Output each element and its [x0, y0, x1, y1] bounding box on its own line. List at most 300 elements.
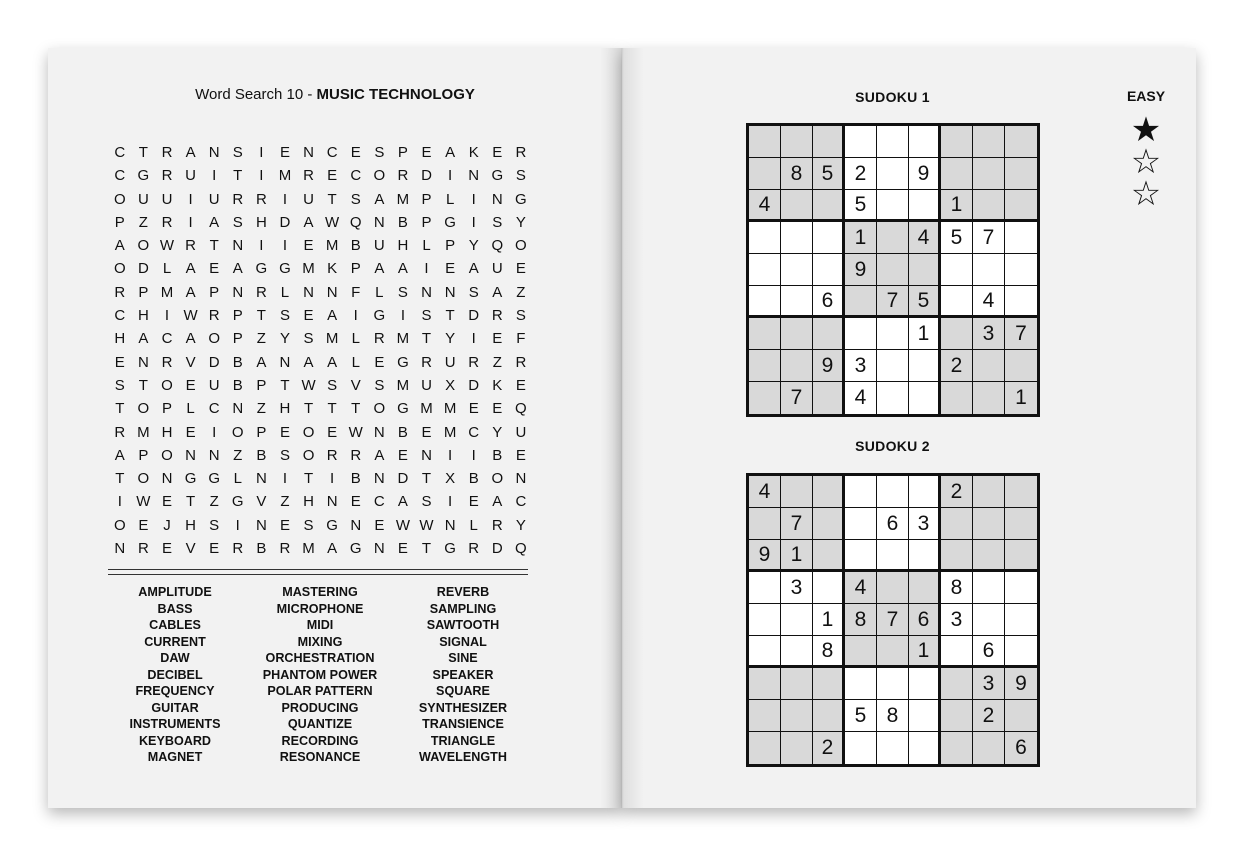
- letter-cell: U: [303, 190, 314, 208]
- sudoku-cell: [749, 636, 781, 668]
- letter-cell: W: [301, 376, 316, 394]
- sudoku-cell: 7: [877, 604, 909, 636]
- letter-cell: Y: [468, 237, 479, 255]
- sudoku-cell: [909, 350, 941, 382]
- sudoku-cell: [877, 476, 909, 508]
- word-list-item: PHANTOM POWER: [262, 667, 378, 682]
- letter-cell: T: [445, 307, 455, 325]
- letter-cell: Q: [349, 213, 362, 231]
- sudoku-cell: [749, 668, 781, 700]
- letter-cell: A: [256, 353, 267, 371]
- sudoku-cell: [1005, 190, 1037, 222]
- letter-cell: K: [468, 144, 479, 161]
- letter-cell: E: [327, 423, 338, 441]
- letter-cell: G: [208, 470, 220, 488]
- letter-cell: P: [421, 213, 432, 231]
- word-list-column-1: [130, 584, 220, 766]
- letter-cell: G: [397, 353, 409, 371]
- sudoku-cell: 9: [909, 158, 941, 190]
- sudoku-cell: [845, 732, 877, 764]
- letter-cell: O: [161, 376, 173, 394]
- sudoku-cell: 1: [941, 190, 973, 222]
- letter-cell: E: [279, 144, 290, 161]
- sudoku-cell: [749, 572, 781, 604]
- word-list-item: SAMPLING: [429, 601, 497, 616]
- letter-cell: N: [326, 283, 338, 301]
- word-list-item: MASTERING: [282, 585, 358, 599]
- sudoku-cell: 5: [845, 700, 877, 732]
- letter-cell: P: [209, 283, 220, 301]
- letter-cell: N: [208, 446, 220, 464]
- sudoku-cell: [1005, 572, 1037, 604]
- letter-cell: Z: [492, 353, 502, 371]
- letter-cell: R: [303, 167, 314, 185]
- sudoku-cell: [941, 508, 973, 540]
- sudoku-cell: [941, 540, 973, 572]
- letter-cell: R: [232, 190, 244, 208]
- letter-cell: A: [374, 190, 385, 208]
- sudoku-cell: [973, 158, 1005, 190]
- letter-cell: O: [491, 470, 504, 488]
- letter-cell: I: [117, 493, 122, 511]
- sudoku-cell: [781, 636, 813, 668]
- word-search-title: [48, 86, 622, 103]
- word-list-item: CABLES: [149, 618, 201, 632]
- sudoku-cell: [877, 732, 909, 764]
- letter-cell: Y: [492, 423, 503, 441]
- sudoku-cell: 2: [941, 350, 973, 382]
- sudoku-cell: 6: [813, 286, 845, 318]
- letter-cell: I: [330, 470, 335, 488]
- sudoku-cell: [781, 350, 813, 382]
- letter-cell: M: [396, 190, 410, 208]
- letter-cell: O: [208, 330, 220, 348]
- letter-cell: N: [208, 144, 220, 161]
- letter-cell: D: [397, 470, 409, 488]
- sudoku-cell: [1005, 158, 1037, 190]
- letter-cell: T: [421, 540, 432, 558]
- letter-cell: T: [327, 400, 337, 418]
- sudoku-cell: 3: [973, 668, 1005, 700]
- sudoku-cell: [909, 382, 941, 414]
- letter-cell: E: [468, 400, 479, 418]
- sudoku-cell: [813, 382, 845, 414]
- sudoku-cell: [909, 572, 941, 604]
- letter-cell: O: [113, 260, 126, 278]
- letter-cell: P: [256, 376, 267, 394]
- sudoku-cell: 5: [941, 222, 973, 254]
- difficulty-rating: [1128, 111, 1164, 213]
- letter-cell: E: [303, 307, 314, 325]
- letter-cell: N: [137, 353, 149, 371]
- sudoku-cell: [877, 572, 909, 604]
- sudoku-cell: [877, 318, 909, 350]
- letter-cell: N: [303, 283, 314, 301]
- sudoku-cell: [973, 540, 1005, 572]
- letter-cell: B: [232, 376, 243, 394]
- letter-cell: N: [373, 540, 385, 558]
- letter-cell: E: [161, 493, 172, 511]
- letter-cell: I: [282, 237, 288, 255]
- sudoku-cell: [877, 540, 909, 572]
- sudoku-cell: 1: [1005, 382, 1037, 414]
- letter-cell: I: [212, 423, 217, 441]
- letter-cell: U: [373, 237, 385, 255]
- letter-cell: Y: [515, 213, 526, 231]
- letter-cell: N: [350, 516, 362, 534]
- sudoku-cell: [1005, 508, 1037, 540]
- letter-cell: Z: [516, 283, 526, 301]
- letter-cell: C: [350, 167, 362, 185]
- letter-cell: O: [373, 167, 386, 185]
- sudoku-cell: 3: [781, 572, 813, 604]
- letter-cell: O: [302, 423, 315, 441]
- sudoku-cell: 6: [877, 508, 909, 540]
- sudoku-cell: [781, 126, 813, 158]
- sudoku-cell: [877, 190, 909, 222]
- sudoku-cell: [749, 732, 781, 764]
- sudoku-cell: 4: [749, 476, 781, 508]
- sudoku-cell: [973, 476, 1005, 508]
- letter-cell: L: [233, 470, 242, 488]
- letter-cell: D: [491, 540, 503, 558]
- sudoku-cell: [973, 508, 1005, 540]
- sudoku-cell: 3: [845, 350, 877, 382]
- letter-cell: U: [208, 376, 220, 394]
- word-list-item: FREQUENCY: [135, 684, 215, 698]
- word-list-item: PRODUCING: [281, 700, 359, 715]
- letter-cell: D: [421, 167, 432, 185]
- letter-cell: R: [161, 167, 173, 185]
- letter-cell: E: [374, 516, 385, 534]
- letter-cell: S: [232, 144, 243, 161]
- sudoku-cell: 7: [973, 222, 1005, 254]
- letter-cell: N: [515, 470, 527, 488]
- word-list-item: POLAR PATTERN: [267, 684, 373, 698]
- sudoku-cell: 3: [941, 604, 973, 636]
- letter-cell: M: [325, 330, 339, 348]
- sudoku-cell: 6: [973, 636, 1005, 668]
- sudoku-cell: [877, 636, 909, 668]
- sudoku-cell: 5: [845, 190, 877, 222]
- sudoku-cell: [749, 382, 781, 414]
- letter-cell: I: [212, 167, 217, 185]
- letter-cell: S: [421, 493, 432, 511]
- word-list-column-3: [410, 584, 516, 766]
- sudoku-cell: [781, 286, 813, 318]
- letter-cell: T: [185, 493, 196, 511]
- word-list-item: SIGNAL: [439, 634, 487, 649]
- sudoku-cell: [973, 350, 1005, 382]
- sudoku-cell: 4: [845, 382, 877, 414]
- letter-cell: E: [327, 167, 338, 185]
- letter-cell: P: [350, 260, 361, 278]
- letter-cell: I: [353, 307, 358, 325]
- sudoku-cell: [781, 190, 813, 222]
- sudoku-cell: [749, 286, 781, 318]
- sudoku-cell: [877, 668, 909, 700]
- word-list-item: DAW: [160, 651, 190, 665]
- letter-cell: E: [515, 376, 526, 394]
- letter-cell: E: [492, 400, 503, 418]
- word-search-title-prefix: Word Search 10 -: [195, 86, 317, 103]
- sudoku-cell: 1: [909, 636, 941, 668]
- sudoku-cell: [1005, 222, 1037, 254]
- letter-cell: L: [469, 516, 478, 534]
- letter-cell: C: [114, 144, 126, 161]
- letter-cell: O: [373, 400, 386, 418]
- letter-cell: M: [443, 400, 457, 418]
- letter-cell: W: [136, 493, 151, 511]
- word-list-item: MAGNET: [147, 750, 203, 764]
- letter-cell: A: [138, 330, 149, 348]
- letter-cell: R: [279, 540, 291, 558]
- letter-cell: P: [138, 446, 149, 464]
- word-list-item: MIDI: [306, 618, 334, 632]
- letter-cell: W: [325, 213, 340, 231]
- letter-cell: M: [302, 260, 315, 278]
- word-list-item: BASS: [157, 601, 193, 616]
- sudoku-cell: [813, 540, 845, 572]
- letter-cell: A: [397, 493, 408, 511]
- letter-cell: A: [185, 260, 196, 278]
- letter-cell: E: [492, 144, 503, 161]
- sudoku-cell: [1005, 636, 1037, 668]
- letter-cell: P: [421, 190, 432, 208]
- letter-cell: P: [397, 144, 408, 161]
- letter-cell: Y: [445, 330, 456, 348]
- letter-cell: E: [421, 144, 432, 161]
- letter-cell: N: [491, 190, 503, 208]
- sudoku-cell: [749, 158, 781, 190]
- letter-cell: C: [114, 167, 126, 185]
- letter-cell: E: [279, 423, 290, 441]
- letter-cell: I: [282, 190, 288, 208]
- sudoku-cell: [909, 540, 941, 572]
- letter-cell: T: [421, 330, 432, 348]
- word-search-title-theme: MUSIC TECHNOLOGY: [316, 86, 475, 103]
- letter-cell: H: [137, 307, 149, 325]
- letter-cell: I: [164, 307, 170, 325]
- sudoku-cell: [845, 126, 877, 158]
- letter-cell: T: [138, 144, 148, 161]
- letter-cell: Y: [515, 516, 526, 534]
- letter-cell: G: [515, 190, 527, 208]
- letter-cell: B: [397, 213, 408, 231]
- letter-cell: N: [421, 446, 432, 464]
- sudoku-cell: [845, 668, 877, 700]
- letter-cell: B: [350, 470, 361, 488]
- letter-cell: G: [137, 167, 150, 185]
- letter-cell: V: [350, 376, 361, 394]
- sudoku-cell: 5: [909, 286, 941, 318]
- letter-cell: M: [325, 237, 339, 255]
- letter-cell: R: [468, 353, 480, 371]
- sudoku-cell: 9: [1005, 668, 1037, 700]
- letter-cell: B: [232, 353, 243, 371]
- sudoku-cell: [973, 382, 1005, 414]
- letter-cell: T: [303, 470, 314, 488]
- sudoku-cell: [749, 604, 781, 636]
- letter-cell: A: [114, 446, 125, 464]
- letter-cell: O: [231, 423, 244, 441]
- letter-cell: O: [113, 516, 126, 534]
- letter-cell: A: [232, 260, 243, 278]
- letter-cell: G: [444, 540, 456, 558]
- letter-cell: B: [492, 446, 503, 464]
- word-search-grid: [108, 141, 533, 560]
- letter-cell: P: [445, 237, 456, 255]
- word-list-item: QUANTIZE: [287, 717, 353, 731]
- star-filled-icon: ★: [1130, 111, 1162, 149]
- sudoku-cell: [845, 540, 877, 572]
- letter-cell: N: [161, 470, 173, 488]
- letter-cell: E: [468, 493, 479, 511]
- letter-cell: D: [468, 307, 480, 325]
- letter-cell: B: [397, 423, 408, 441]
- sudoku-cell: [749, 700, 781, 732]
- sudoku-cell: 8: [781, 158, 813, 190]
- letter-cell: P: [138, 283, 149, 301]
- letter-cell: S: [209, 516, 220, 534]
- letter-cell: E: [515, 446, 526, 464]
- letter-cell: T: [256, 307, 266, 325]
- letter-cell: D: [137, 260, 149, 278]
- sudoku-cell: [941, 636, 973, 668]
- sudoku-cell: 3: [909, 508, 941, 540]
- letter-cell: T: [209, 237, 219, 255]
- sudoku-cell: [813, 254, 845, 286]
- letter-cell: S: [114, 376, 125, 394]
- sudoku-cell: [1005, 286, 1037, 318]
- letter-cell: A: [468, 260, 479, 278]
- word-list-item: RESONANCE: [279, 750, 361, 764]
- sudoku-cell: 4: [749, 190, 781, 222]
- sudoku-cell: [1005, 254, 1037, 286]
- letter-cell: M: [160, 283, 174, 301]
- letter-cell: T: [115, 470, 125, 488]
- letter-cell: A: [492, 283, 503, 301]
- letter-cell: V: [185, 353, 196, 371]
- sudoku-cell: [845, 636, 877, 668]
- letter-cell: L: [186, 400, 195, 418]
- letter-cell: R: [161, 144, 173, 161]
- letter-cell: E: [114, 353, 125, 371]
- letter-cell: I: [471, 330, 476, 348]
- letter-cell: V: [185, 540, 196, 558]
- sudoku-cell: 2: [845, 158, 877, 190]
- sudoku-cell: [845, 476, 877, 508]
- letter-cell: N: [279, 353, 291, 371]
- letter-cell: U: [515, 423, 527, 441]
- letter-cell: A: [185, 283, 196, 301]
- letter-cell: N: [303, 144, 314, 161]
- sudoku-cell: [941, 126, 973, 158]
- sudoku-cell: 8: [877, 700, 909, 732]
- letter-cell: R: [515, 144, 527, 161]
- sudoku-cell: [909, 668, 941, 700]
- letter-cell: S: [374, 376, 385, 394]
- letter-cell: Z: [256, 400, 266, 418]
- letter-cell: H: [279, 400, 291, 418]
- letter-cell: T: [233, 167, 243, 185]
- letter-cell: H: [303, 493, 314, 511]
- sudoku-cell: [877, 126, 909, 158]
- sudoku-cell: 5: [813, 158, 845, 190]
- letter-cell: I: [471, 213, 476, 231]
- letter-cell: B: [256, 540, 267, 558]
- letter-cell: N: [114, 540, 126, 558]
- letter-cell: U: [185, 167, 196, 185]
- letter-cell: N: [255, 470, 267, 488]
- letter-cell: E: [397, 540, 408, 558]
- letter-cell: Z: [280, 493, 290, 511]
- letter-cell: U: [208, 190, 220, 208]
- word-list-item: REVERB: [436, 585, 490, 599]
- letter-cell: E: [492, 330, 503, 348]
- letter-cell: W: [348, 423, 363, 441]
- letter-cell: I: [259, 144, 264, 161]
- letter-cell: C: [468, 423, 480, 441]
- letter-cell: D: [279, 213, 291, 231]
- sudoku-cell: 8: [813, 636, 845, 668]
- sudoku-cell: [973, 572, 1005, 604]
- letter-cell: G: [397, 400, 409, 418]
- letter-cell: A: [327, 540, 338, 558]
- sudoku-cell: 9: [845, 254, 877, 286]
- sudoku-cell: [845, 318, 877, 350]
- sudoku-cell: [1005, 604, 1037, 636]
- letter-cell: S: [515, 167, 526, 185]
- sudoku-cell: [813, 190, 845, 222]
- sudoku-cell: 2: [941, 476, 973, 508]
- word-list-item: SAWTOOTH: [426, 618, 500, 632]
- word-list-item: SPEAKER: [432, 667, 494, 682]
- letter-cell: O: [161, 446, 173, 464]
- sudoku-cell: [813, 126, 845, 158]
- letter-cell: S: [468, 283, 479, 301]
- letter-cell: C: [373, 493, 385, 511]
- letter-cell: S: [515, 307, 526, 325]
- letter-cell: G: [444, 213, 456, 231]
- word-list-item: MICROPHONE: [276, 601, 364, 616]
- sudoku-cell: [973, 254, 1005, 286]
- star-outline-icon: ☆: [1130, 143, 1162, 181]
- word-list-item: AMPLITUDE: [138, 585, 212, 599]
- sudoku-cell: [813, 476, 845, 508]
- sudoku-2-grid: [746, 473, 1040, 767]
- letter-cell: A: [492, 493, 503, 511]
- letter-cell: E: [374, 353, 385, 371]
- letter-cell: T: [351, 400, 361, 418]
- sudoku-cell: 2: [973, 700, 1005, 732]
- sudoku-cell: [813, 668, 845, 700]
- word-list-item: SYNTHESIZER: [418, 700, 508, 715]
- sudoku-cell: 4: [973, 286, 1005, 318]
- letter-cell: P: [161, 400, 172, 418]
- star-outline-icon: ☆: [1130, 175, 1162, 213]
- letter-cell: A: [303, 353, 314, 371]
- sudoku-2-title: SUDOKU 2: [855, 438, 930, 454]
- letter-cell: T: [138, 376, 148, 394]
- letter-cell: Z: [209, 493, 219, 511]
- sudoku-cell: [941, 382, 973, 414]
- letter-cell: Z: [138, 213, 148, 231]
- sudoku-cell: [909, 254, 941, 286]
- letter-cell: A: [445, 144, 456, 161]
- sudoku-cell: [781, 604, 813, 636]
- letter-cell: I: [400, 307, 405, 325]
